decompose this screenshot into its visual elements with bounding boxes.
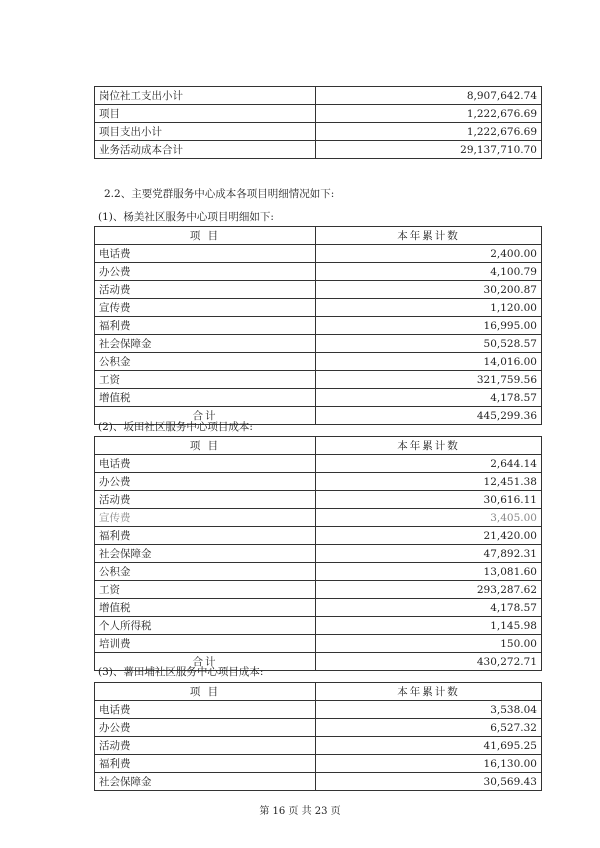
- row-value: 30,569.43: [316, 773, 542, 791]
- row-name: 活动费: [95, 737, 316, 755]
- table-header-row: [95, 437, 542, 455]
- table-row: [95, 455, 542, 473]
- row-name: 增值税: [95, 389, 316, 407]
- row-value: 47,892.31: [316, 545, 542, 563]
- row-name: 办公费: [95, 719, 316, 737]
- row-value: 41,695.25: [316, 737, 542, 755]
- table-row: [95, 141, 542, 159]
- table-row: [95, 371, 542, 389]
- table-row: [95, 281, 542, 299]
- summary-table: [94, 86, 542, 159]
- table-row: [95, 581, 542, 599]
- table-row: [95, 773, 542, 791]
- column-header-amount: 本年累计数: [316, 437, 542, 455]
- row-value: 12,451.38: [316, 473, 542, 491]
- row-name: 电话费: [95, 245, 316, 263]
- table-row: [95, 335, 542, 353]
- row-value: 4,178.57: [316, 599, 542, 617]
- table-row: [95, 617, 542, 635]
- table-row: [95, 755, 542, 773]
- table-row: [95, 563, 542, 581]
- row-value: 3,538.04: [316, 701, 542, 719]
- page-footer: 第 16 页 共 23 页: [259, 806, 341, 817]
- row-value: 3,405.00: [316, 509, 542, 527]
- row-name: 个人所得税: [95, 617, 316, 635]
- row-name: 社会保障金: [95, 335, 316, 353]
- table-row: [95, 317, 542, 335]
- row-value: 21,420.00: [316, 527, 542, 545]
- row-value: 14,016.00: [316, 353, 542, 371]
- row-value: 1,222,676.69: [316, 105, 542, 123]
- row-value: 6,527.32: [316, 719, 542, 737]
- table-row: [95, 473, 542, 491]
- table-row: [95, 527, 542, 545]
- table-row: [95, 491, 542, 509]
- row-value: 2,644.14: [316, 455, 542, 473]
- total-label: 合计: [95, 407, 316, 425]
- table-row: [95, 635, 542, 653]
- row-value: 2,400.00: [316, 245, 542, 263]
- row-value: 1,145.98: [316, 617, 542, 635]
- total-label: 合计: [95, 653, 316, 671]
- row-name: 业务活动成本合计: [95, 141, 316, 159]
- table-row: [95, 545, 542, 563]
- row-value: 30,200.87: [316, 281, 542, 299]
- table-row: [95, 389, 542, 407]
- column-header-amount: 本年累计数: [316, 227, 542, 245]
- row-value: 293,287.62: [316, 581, 542, 599]
- row-name: 福利费: [95, 317, 316, 335]
- column-header-item: 项 目: [95, 437, 316, 455]
- row-value: 16,995.00: [316, 317, 542, 335]
- row-name: 公积金: [95, 563, 316, 581]
- total-value: 430,272.71: [316, 653, 542, 671]
- column-header-item: 项 目: [95, 683, 316, 701]
- row-name: 社会保障金: [95, 545, 316, 563]
- row-value: 16,130.00: [316, 755, 542, 773]
- center-3-table: [94, 682, 542, 791]
- row-value: 30,616.11: [316, 491, 542, 509]
- center-2-table: [94, 436, 542, 671]
- row-name: 活动费: [95, 491, 316, 509]
- table-row: [95, 263, 542, 281]
- row-name: 活动费: [95, 281, 316, 299]
- column-header-amount: 本年累计数: [316, 683, 542, 701]
- table-row: [95, 299, 542, 317]
- row-name: 办公费: [95, 263, 316, 281]
- table-row: [95, 87, 542, 105]
- table-row: [95, 509, 542, 527]
- table-row: [95, 737, 542, 755]
- row-name: 工资: [95, 371, 316, 389]
- center-title: (1)、杨美社区服务中心项目明细如下:: [98, 211, 274, 223]
- table-header-row: [95, 683, 542, 701]
- row-name: 项目: [95, 105, 316, 123]
- row-name: 电话费: [95, 701, 316, 719]
- row-name: 工资: [95, 581, 316, 599]
- row-name: 福利费: [95, 527, 316, 545]
- row-value: 1,222,676.69: [316, 123, 542, 141]
- row-name: 宣传费: [95, 299, 316, 317]
- row-name: 岗位社工支出小计: [95, 87, 316, 105]
- table-row: [95, 599, 542, 617]
- row-name: 项目支出小计: [95, 123, 316, 141]
- center-title: (2)、坂田社区服务中心项目成本:: [98, 421, 253, 433]
- table-row: [95, 105, 542, 123]
- total-value: 445,299.36: [316, 407, 542, 425]
- row-value: 13,081.60: [316, 563, 542, 581]
- table-row: [95, 123, 542, 141]
- table-row: [95, 701, 542, 719]
- row-value: 29,137,710.70: [316, 141, 542, 159]
- row-name: 办公费: [95, 473, 316, 491]
- center-title: (3)、薯田埔社区服务中心项目成本:: [98, 666, 264, 678]
- row-name: 培训费: [95, 635, 316, 653]
- column-header-item: 项 目: [95, 227, 316, 245]
- row-name: 公积金: [95, 353, 316, 371]
- table-header-row: [95, 227, 542, 245]
- row-value: 8,907,642.74: [316, 87, 542, 105]
- row-name: 宣传费: [95, 509, 316, 527]
- table-row: [95, 719, 542, 737]
- table-row: [95, 353, 542, 371]
- row-name: 社会保障金: [95, 773, 316, 791]
- center-1-table: [94, 226, 542, 425]
- table-row: [95, 245, 542, 263]
- section-heading: 2.2、主要党群服务中心成本各项目明细情况如下:: [104, 188, 335, 200]
- row-value: 1,120.00: [316, 299, 542, 317]
- row-value: 321,759.56: [316, 371, 542, 389]
- row-name: 增值税: [95, 599, 316, 617]
- row-name: 福利费: [95, 755, 316, 773]
- row-value: 4,100.79: [316, 263, 542, 281]
- row-value: 50,528.57: [316, 335, 542, 353]
- row-name: 电话费: [95, 455, 316, 473]
- row-value: 150.00: [316, 635, 542, 653]
- row-value: 4,178.57: [316, 389, 542, 407]
